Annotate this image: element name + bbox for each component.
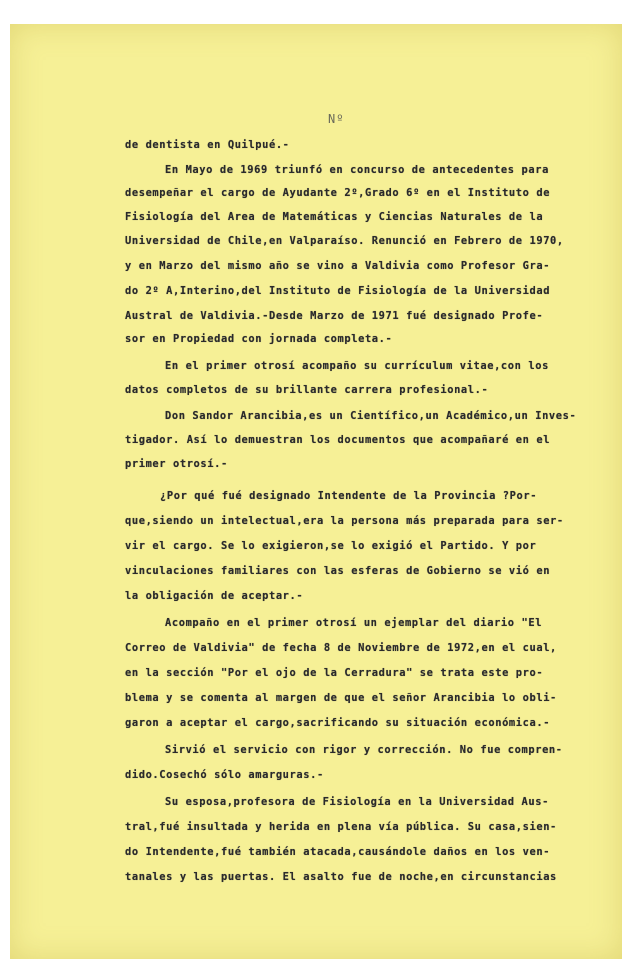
text-line: tigador. Así lo demuestran los documentos que acompañaré en el [125, 434, 551, 446]
text-line: garon a aceptar el cargo,sacrificando su situación económica.- [125, 717, 551, 729]
text-line: vinculaciones familiares con las esferas de Gobierno se vió en [125, 565, 551, 577]
text-line: de dentista en Quilpué.- [125, 139, 290, 151]
text-line: blema y se comenta al margen de que el señor Arancibia lo obli- [125, 692, 557, 704]
text-line: Sirvió el servicio con rigor y corrección. No fue compren- [165, 744, 563, 756]
text-line: ¿Por qué fué designado Intendente de la Provincia ?Por- [160, 490, 538, 502]
document-page [10, 24, 622, 959]
text-line: sor en Propiedad con jornada completa.- [125, 333, 393, 345]
text-line: Su esposa,profesora de Fisiología en la Universidad Aus- [165, 796, 549, 808]
text-line: Don Sandor Arancibia,es un Científico,un Académico,un Inves- [165, 410, 577, 422]
text-line: Correo de Valdivia" de fecha 8 de Noviembre de 1972,en el cual, [125, 642, 557, 654]
page-number: Nº [328, 112, 345, 126]
text-line: vir el cargo. Se lo exigieron,se lo exigió el Partido. Y por [125, 540, 537, 552]
text-line: que,siendo un intelectual,era la persona más preparada para ser- [125, 515, 564, 527]
text-line: en la sección "Por el ojo de la Cerradura" se trata este pro- [125, 667, 544, 679]
text-line: Acompaño en el primer otrosí un ejemplar del diario "El [165, 617, 543, 629]
text-line: En el primer otrosí acompaño su currículum vitae,con los [165, 360, 549, 372]
text-line: do 2º A,Interino,del Instituto de Fisiología de la Universidad [125, 285, 551, 297]
text-line: la obligación de aceptar.- [125, 590, 304, 602]
text-line: Austral de Valdivia.-Desde Marzo de 1971 fué designado Profe- [125, 310, 544, 322]
text-line: Fisiología del Area de Matemáticas y Ciencias Naturales de la [125, 211, 544, 223]
text-line: dido.Cosechó sólo amarguras.- [125, 769, 324, 781]
text-line: Universidad de Chile,en Valparaíso. Renunció en Febrero de 1970, [125, 235, 564, 247]
text-line: y en Marzo del mismo año se vino a Valdivia como Profesor Gra- [125, 260, 551, 272]
text-line: datos completos de su brillante carrera profesional.- [125, 384, 489, 396]
text-line: desempeñar el cargo de Ayudante 2º,Grado 6º en el Instituto de [125, 187, 551, 199]
text-line: tanales y las puertas. El asalto fue de noche,en circunstancias [125, 871, 557, 883]
text-line: do Intendente,fué también atacada,causándole daños en los ven- [125, 846, 551, 858]
text-line: En Mayo de 1969 triunfó en concurso de antecedentes para [165, 164, 549, 176]
text-line: primer otrosí.- [125, 458, 228, 470]
text-line: tral,fué insultada y herida en plena vía pública. Su casa,sien- [125, 821, 557, 833]
